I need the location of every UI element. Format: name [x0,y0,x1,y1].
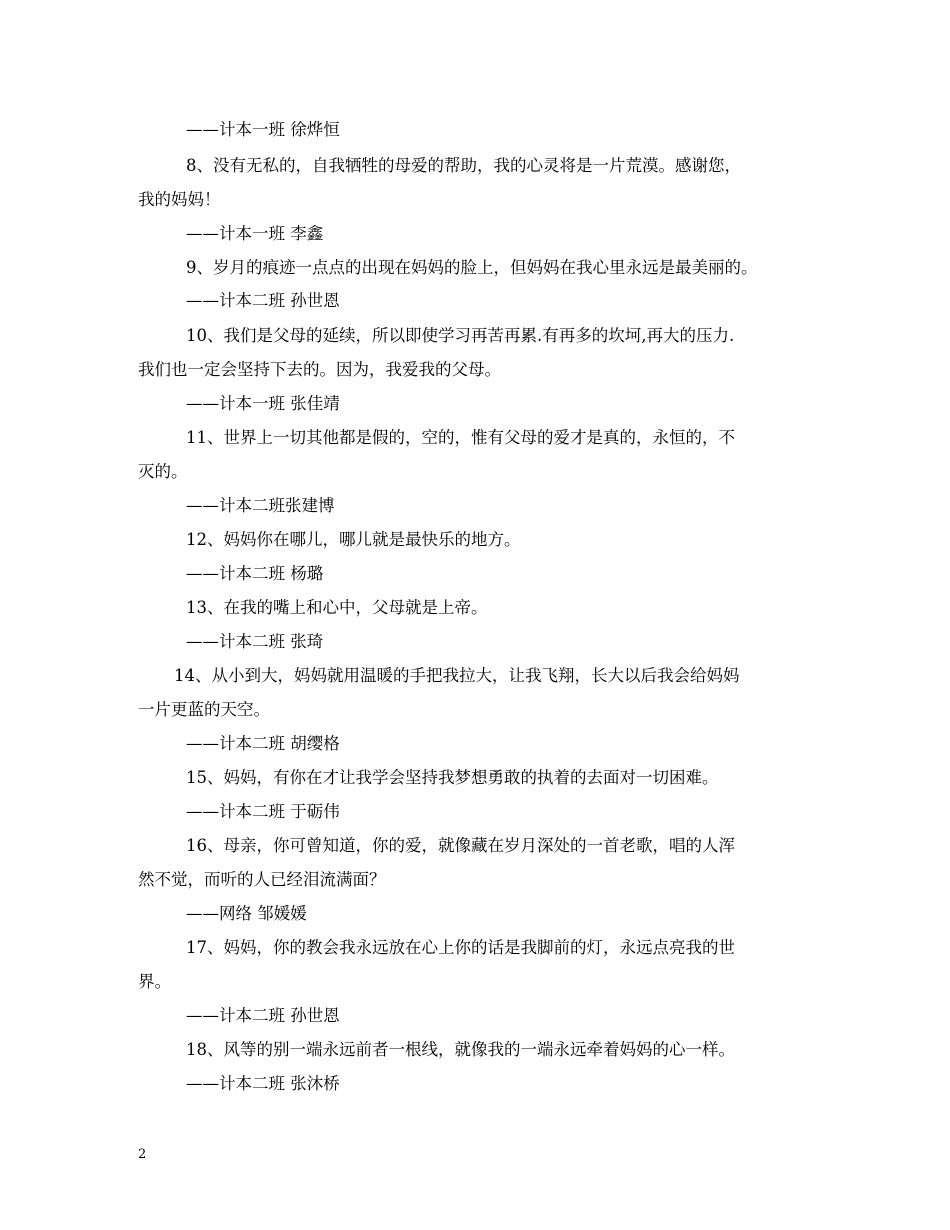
attribution-line: ——计本二班 孙世恩 [186,291,340,310]
paragraph-line: 16、母亲，你可曾知道，你的爱，就像藏在岁月深处的一首老歌，唱的人浑 [186,836,735,855]
attribution-line: ——网络 邹媛媛 [186,904,307,923]
paragraph-line: 11、世界上一切其他都是假的，空的，惟有父母的爱才是真的，永恒的，不 [186,428,735,447]
paragraph-line: 界。 [138,972,171,991]
paragraph-line: 9、岁月的痕迹一点点的出现在妈妈的脸上，但妈妈在我心里永远是最美丽的。 [186,258,758,277]
attribution-line: ——计本二班 胡缨格 [186,734,340,753]
attribution-line: ——计本二班 张沐桥 [186,1074,340,1093]
paragraph-line: 18、风等的别一端永远前者一根线，就像我的一端永远牵着妈妈的心一样。 [186,1040,735,1059]
paragraph-line: 8、没有无私的，自我牺牲的母爱的帮助，我的心灵将是一片荒漠。感谢您， [186,156,741,175]
attribution-line: ——计本二班张建博 [186,496,335,515]
attribution-line: ——计本二班 孙世恩 [186,1006,340,1025]
attribution-line: ——计本一班 李鑫 [186,224,324,243]
page-number: 2 [138,1147,147,1162]
attribution-line: ——计本一班 张佳靖 [186,394,340,413]
paragraph-line: 然不觉，而听的人已经泪流满面？ [138,870,386,889]
paragraph-line: 10、我们是父母的延续，所以即使学习再苦再累.有再多的坎坷,再大的压力. [186,326,735,345]
paragraph-line: 15、妈妈，有你在才让我学会坚持我梦想勇敢的执着的去面对一切困难。 [186,768,719,787]
attribution-line: ——计本一班 徐烨恒 [186,120,340,139]
paragraph-line: 13、在我的嘴上和心中，父母就是上帝。 [186,598,488,617]
attribution-line: ——计本二班 于砺伟 [186,802,340,821]
paragraph-line: 12、妈妈你在哪儿，哪儿就是最快乐的地方。 [186,530,521,549]
paragraph-line: 一片更蓝的天空。 [138,700,270,719]
paragraph-line: 我们也一定会坚持下去的。因为，我爱我的父母。 [138,360,501,379]
paragraph-line: 17、妈妈，你的教会我永远放在心上你的话是我脚前的灯，永远点亮我的世 [186,938,735,957]
paragraph-line: 我的妈妈！ [138,190,221,209]
paragraph-line: 灭的。 [138,462,188,481]
paragraph-line: 14、从小到大，妈妈就用温暖的手把我拉大，让我飞翔，长大以后我会给妈妈 [174,666,740,685]
attribution-line: ——计本二班 杨璐 [186,564,324,583]
attribution-line: ——计本二班 张琦 [186,632,324,651]
